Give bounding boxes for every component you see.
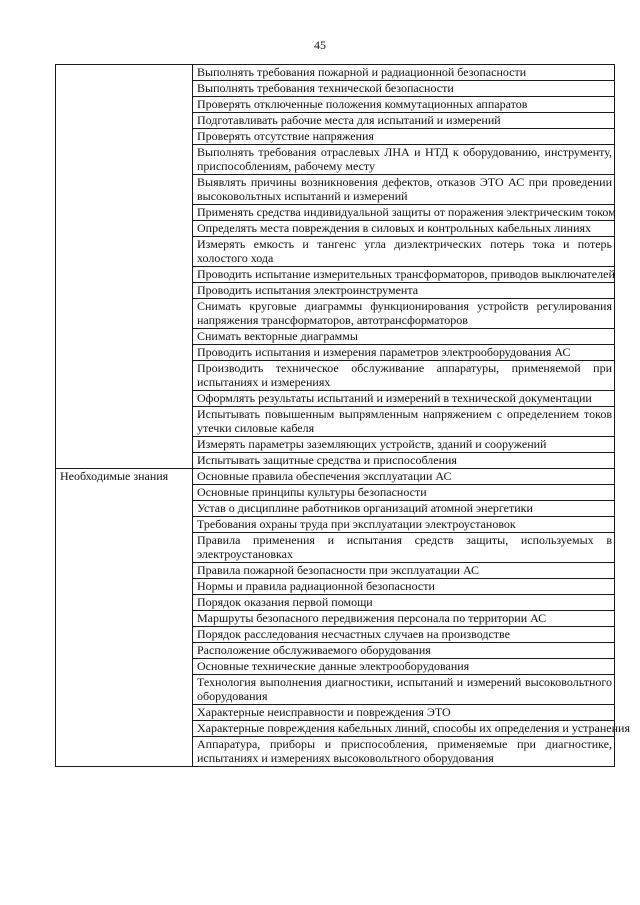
skill-item: Оформлять результаты испытаний и измерений в технической документации xyxy=(193,391,615,407)
table-body xyxy=(56,65,630,767)
skill-item: Проверять отсутствие напряжения xyxy=(193,129,615,145)
skill-item: Производить техническое обслуживание аппаратуры, применяемой при испытаниях и измерениях xyxy=(193,361,615,391)
knowledge-item: Технология выполнения диагностики, испытаний и измерений высоковольтного оборудования xyxy=(193,675,615,705)
knowledge-item: Порядок расследования несчастных случаев на производстве xyxy=(193,627,615,643)
skill-item: Выполнять требования пожарной и радиационной безопасности xyxy=(193,65,615,81)
skill-item: Измерять параметры заземляющих устройств, зданий и сооружений xyxy=(193,437,615,453)
knowledge-item: Устав о дисциплине работников организаций атомной энергетики xyxy=(193,501,615,517)
knowledge-item: Аппаратура, приборы и приспособления, применяемые при диагностике, испытаниях и измерениях высоковольтного оборудования xyxy=(193,737,615,767)
knowledge-item: Правила применения и испытания средств защиты, используемых в электроустановках xyxy=(193,533,615,563)
knowledge-item: Характерные повреждения кабельных линий, способы их определения и устранения xyxy=(193,721,615,737)
knowledge-item: Основные принципы культуры безопасности xyxy=(193,485,615,501)
skill-item: Проводить испытания электроинструмента xyxy=(193,283,615,299)
knowledge-item: Требования охраны труда при эксплуатации электроустановок xyxy=(193,517,615,533)
skill-item: Выполнять требования отраслевых ЛНА и НТД к оборудованию, инструменту, приспособлениям, рабочему месту xyxy=(193,145,615,175)
skill-item: Выполнять требования технической безопасности xyxy=(193,81,615,97)
skill-item: Испытывать защитные средства и приспособления xyxy=(193,453,615,469)
skill-item: Испытывать повышенным выпрямленным напряжением с определением токов утечки силовые кабеля xyxy=(193,407,615,437)
knowledge-item: Основные правила обеспечения эксплуатации АС xyxy=(193,469,615,485)
table-row xyxy=(56,469,615,485)
knowledge-item: Нормы и правила радиационной безопасности xyxy=(193,579,615,595)
knowledge-item: Правила пожарной безопасности при эксплуатации АС xyxy=(193,563,615,579)
page-number: 45 xyxy=(314,38,326,52)
skill-item: Проводить испытания и измерения параметров электрооборудования АС xyxy=(193,345,615,361)
skill-item: Снимать круговые диаграммы функционирования устройств регулирования напряжения трансформаторов, автотрансформаторов xyxy=(193,299,615,329)
knowledge-item: Характерные неисправности и повреждения ЭТО xyxy=(193,705,615,721)
skill-item: Выявлять причины возникновения дефектов, отказов ЭТО АС при проведении высоковольтных испытаний и измерений xyxy=(193,175,615,205)
skill-item: Применять средства индивидуальной защиты от поражения электрическим током xyxy=(193,205,615,221)
table-row xyxy=(56,65,615,81)
skills-label-cell xyxy=(56,65,193,469)
skill-item: Проводить испытание измерительных трансформаторов, приводов выключателей xyxy=(193,267,615,283)
knowledge-item: Основные технические данные электрооборудования xyxy=(193,659,615,675)
knowledge-item: Маршруты безопасного передвижения персонала по территории АС xyxy=(193,611,615,627)
skill-item: Определять места повреждения в силовых и контрольных кабельных линиях xyxy=(193,221,615,237)
knowledge-item: Порядок оказания первой помощи xyxy=(193,595,615,611)
skill-item: Снимать векторные диаграммы xyxy=(193,329,615,345)
skill-item: Измерять емкость и тангенс угла диэлектрических потерь тока и потерь холостого хода xyxy=(193,237,615,267)
knowledge-label-cell: Необходимые знания xyxy=(56,469,193,767)
skill-item: Проверять отключенные положения коммутационных аппаратов xyxy=(193,97,615,113)
skills-knowledge-table xyxy=(55,64,630,767)
knowledge-item: Расположение обслуживаемого оборудования xyxy=(193,643,615,659)
skill-item: Подготавливать рабочие места для испытаний и измерений xyxy=(193,113,615,129)
